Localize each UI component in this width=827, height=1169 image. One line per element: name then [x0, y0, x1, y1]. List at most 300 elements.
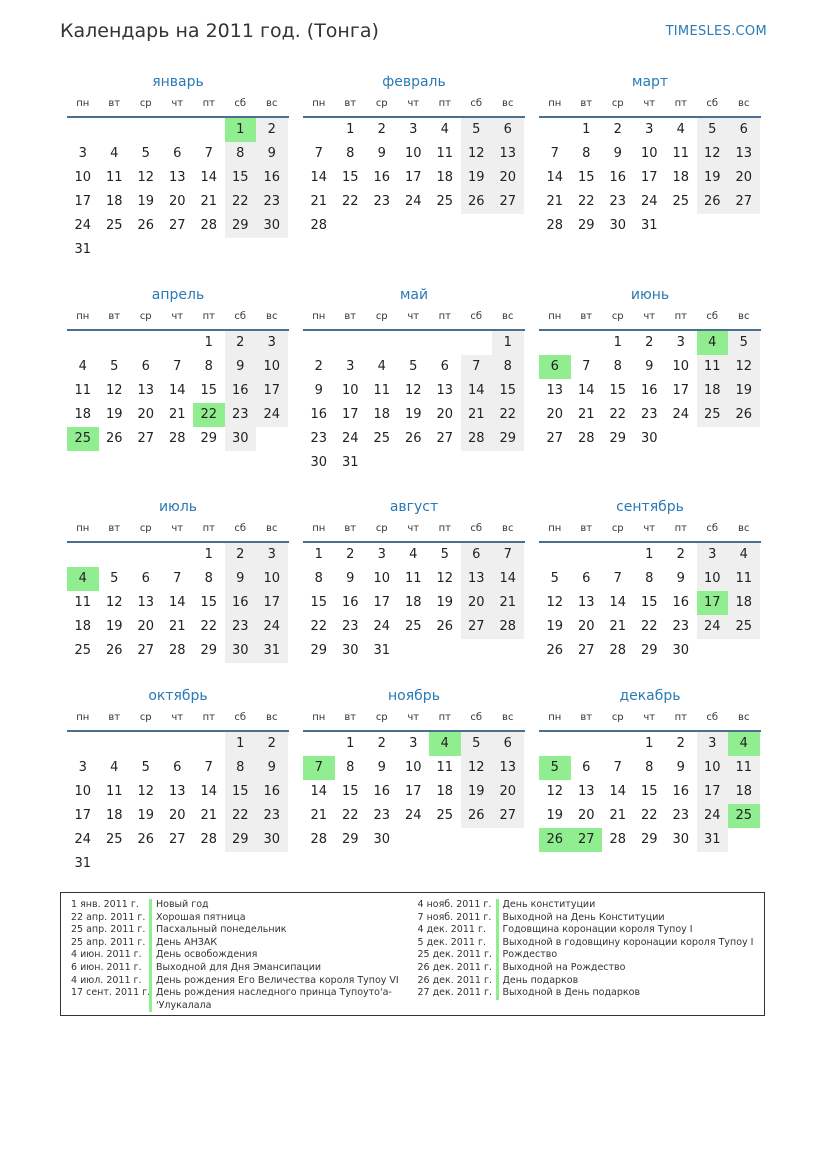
- weekday-label: вт: [580, 523, 593, 534]
- empty-cell: [130, 543, 162, 567]
- day-cell: 3: [697, 732, 729, 756]
- day-cell: 4: [409, 547, 418, 562]
- day-cell: 8: [204, 571, 213, 586]
- weekday-label: пт: [202, 311, 215, 322]
- day-cell: 5: [141, 146, 150, 161]
- empty-cell: [99, 118, 131, 142]
- weekday-label: чт: [171, 311, 184, 322]
- weekday-label: вс: [738, 712, 750, 723]
- weekday-label: сб: [706, 523, 719, 534]
- legend-item: [71, 912, 408, 925]
- day-cell: 17: [256, 379, 288, 403]
- day-cell: 17: [341, 407, 359, 422]
- day-cell: 26: [137, 218, 155, 233]
- day-cell: 13: [492, 756, 524, 780]
- weekday-label: вс: [738, 311, 750, 322]
- day-cell: 31: [341, 455, 359, 470]
- day-cell: 11: [697, 355, 729, 379]
- day-cell: 8: [204, 359, 213, 374]
- day-cell: 3: [256, 331, 288, 355]
- day-cell: 11: [74, 595, 92, 610]
- holiday-day-cell: 1: [225, 118, 257, 142]
- day-cell: 13: [546, 383, 564, 398]
- day-cell: 23: [609, 194, 627, 209]
- day-cell: 16: [373, 170, 391, 185]
- day-cell: 6: [582, 571, 591, 586]
- day-cell: 31: [74, 242, 92, 257]
- weekday-label: пт: [674, 712, 687, 723]
- day-cell: 6: [141, 359, 150, 374]
- day-cell: 10: [74, 784, 92, 799]
- day-cell: 4: [377, 359, 386, 374]
- weekday-label: сб: [470, 712, 483, 723]
- empty-cell: [303, 732, 335, 756]
- day-cell: 15: [310, 595, 328, 610]
- holiday-day-cell: 6: [539, 355, 571, 379]
- weekday-header: [67, 92, 289, 118]
- weekday-label: ср: [375, 311, 388, 322]
- legend-item: [418, 987, 755, 1000]
- day-cell: 26: [137, 832, 155, 847]
- day-cell: 20: [168, 194, 186, 209]
- day-cell: 15: [640, 595, 658, 610]
- weekday-label: вс: [502, 98, 514, 109]
- day-cell: 2: [256, 118, 288, 142]
- days-grid: [303, 331, 525, 475]
- weekday-header: [539, 92, 761, 118]
- day-cell: 4: [728, 543, 760, 567]
- empty-cell: [130, 118, 162, 142]
- holiday-day-cell: 25: [67, 427, 99, 451]
- empty-cell: [461, 331, 493, 355]
- day-cell: 16: [672, 595, 690, 610]
- day-cell: 6: [173, 760, 182, 775]
- day-cell: 25: [697, 403, 729, 427]
- legend-item: [418, 937, 755, 950]
- legend-date: 17 сент. 2011 г.: [71, 987, 151, 999]
- weekday-header: [303, 305, 525, 331]
- day-cell: 8: [582, 146, 591, 161]
- weekday-label: чт: [643, 523, 656, 534]
- day-cell: 29: [577, 218, 595, 233]
- weekday-header: [67, 517, 289, 543]
- day-cell: 28: [609, 832, 627, 847]
- legend-item: [418, 924, 755, 937]
- day-cell: 21: [609, 619, 627, 634]
- month-7: [67, 497, 289, 663]
- day-cell: 23: [256, 804, 288, 828]
- day-cell: 28: [492, 615, 524, 639]
- legend-item: [71, 937, 408, 950]
- day-cell: 14: [200, 784, 218, 799]
- empty-cell: [67, 118, 99, 142]
- day-cell: 8: [645, 571, 654, 586]
- day-cell: 17: [256, 591, 288, 615]
- day-cell: 3: [346, 359, 355, 374]
- month-name: август: [389, 499, 439, 515]
- weekday-label: ср: [611, 523, 624, 534]
- legend-column-right: [418, 899, 755, 1009]
- day-cell: 12: [546, 784, 564, 799]
- day-cell: 12: [137, 784, 155, 799]
- legend-holiday-name: День АНЗАК: [149, 937, 408, 950]
- day-cell: 27: [577, 643, 595, 658]
- day-cell: 16: [672, 784, 690, 799]
- day-cell: 1: [346, 122, 355, 137]
- day-cell: 1: [204, 547, 213, 562]
- day-cell: 20: [492, 166, 524, 190]
- day-cell: 28: [577, 431, 595, 446]
- holiday-day-cell: 26: [539, 828, 571, 852]
- empty-cell: [539, 732, 571, 756]
- day-cell: 27: [436, 431, 454, 446]
- day-cell: 27: [461, 615, 493, 639]
- day-cell: 24: [256, 403, 288, 427]
- day-cell: 7: [204, 146, 213, 161]
- day-cell: 22: [225, 190, 257, 214]
- weekday-label: чт: [643, 98, 656, 109]
- weekday-label: пт: [438, 98, 451, 109]
- weekday-label: пн: [312, 523, 326, 534]
- day-cell: 13: [577, 784, 595, 799]
- day-cell: 16: [310, 407, 328, 422]
- weekday-label: пн: [76, 523, 90, 534]
- day-cell: 22: [492, 403, 524, 427]
- legend-date: 26 дек. 2011 г.: [417, 974, 493, 986]
- legend-date: 5 дек. 2011 г.: [417, 936, 486, 948]
- day-cell: 2: [676, 736, 685, 751]
- day-cell: 9: [225, 567, 257, 591]
- day-cell: 21: [609, 808, 627, 823]
- day-cell: 1: [204, 335, 213, 350]
- day-cell: 25: [672, 194, 690, 209]
- day-cell: 21: [200, 194, 218, 209]
- days-grid: [539, 732, 761, 852]
- day-cell: 11: [404, 571, 422, 586]
- day-cell: 5: [141, 760, 150, 775]
- holiday-day-cell: 27: [571, 828, 603, 852]
- weekday-label: пн: [548, 523, 562, 534]
- day-cell: 31: [640, 218, 658, 233]
- weekday-label: вс: [502, 523, 514, 534]
- day-cell: 19: [404, 407, 422, 422]
- month-name: май: [399, 287, 429, 303]
- day-cell: 9: [346, 571, 355, 586]
- weekday-label: вс: [266, 523, 278, 534]
- day-cell: 8: [225, 142, 257, 166]
- day-cell: 4: [110, 146, 119, 161]
- weekday-label: пн: [76, 98, 90, 109]
- day-cell: 10: [697, 567, 729, 591]
- empty-cell: [366, 331, 398, 355]
- day-cell: 8: [645, 760, 654, 775]
- days-grid: [67, 118, 289, 262]
- day-cell: 28: [168, 643, 186, 658]
- day-cell: 11: [105, 170, 123, 185]
- weekday-label: вт: [108, 712, 121, 723]
- weekday-label: пн: [548, 98, 562, 109]
- day-cell: 9: [377, 760, 386, 775]
- day-cell: 28: [310, 218, 328, 233]
- weekday-label: вт: [108, 98, 121, 109]
- weekday-label: пн: [312, 712, 326, 723]
- weekday-label: ср: [375, 523, 388, 534]
- day-cell: 23: [341, 619, 359, 634]
- empty-cell: [539, 118, 571, 142]
- day-cell: 6: [728, 118, 760, 142]
- legend-holiday-name: Пасхальный понедельник: [149, 924, 408, 937]
- day-cell: 1: [582, 122, 591, 137]
- day-cell: 12: [105, 383, 123, 398]
- day-cell: 14: [168, 383, 186, 398]
- day-cell: 17: [672, 383, 690, 398]
- day-cell: 21: [168, 407, 186, 422]
- day-cell: 30: [310, 455, 328, 470]
- day-cell: 2: [225, 543, 257, 567]
- day-cell: 14: [200, 170, 218, 185]
- days-grid: [67, 543, 289, 663]
- day-cell: 3: [409, 736, 418, 751]
- day-cell: 18: [436, 170, 454, 185]
- day-cell: 6: [492, 118, 524, 142]
- day-cell: 25: [105, 218, 123, 233]
- day-cell: 30: [373, 832, 391, 847]
- empty-cell: [193, 732, 225, 756]
- day-cell: 17: [697, 780, 729, 804]
- weekday-label: сб: [234, 712, 247, 723]
- day-cell: 16: [256, 166, 288, 190]
- weekday-label: ср: [375, 712, 388, 723]
- day-cell: 2: [225, 331, 257, 355]
- day-cell: 10: [404, 146, 422, 161]
- weekday-label: сб: [234, 98, 247, 109]
- day-cell: 8: [613, 359, 622, 374]
- day-cell: 8: [346, 146, 355, 161]
- day-cell: 7: [314, 146, 323, 161]
- day-cell: 12: [137, 170, 155, 185]
- day-cell: 16: [225, 379, 257, 403]
- legend-date: 1 янв. 2011 г.: [71, 899, 139, 910]
- day-cell: 18: [672, 170, 690, 185]
- day-cell: 27: [728, 190, 760, 214]
- day-cell: 23: [310, 431, 328, 446]
- day-cell: 7: [582, 359, 591, 374]
- days-grid: [539, 118, 761, 238]
- day-cell: 5: [409, 359, 418, 374]
- day-cell: 3: [256, 543, 288, 567]
- legend-item: [418, 962, 755, 975]
- weekday-label: ср: [139, 98, 152, 109]
- days-grid: [67, 331, 289, 451]
- day-cell: 21: [310, 194, 328, 209]
- day-cell: 13: [728, 142, 760, 166]
- weekday-header: [303, 517, 525, 543]
- empty-cell: [571, 331, 603, 355]
- weekday-label: пн: [76, 712, 90, 723]
- day-cell: 12: [461, 756, 493, 780]
- day-cell: 21: [492, 591, 524, 615]
- month-name: июль: [158, 499, 198, 515]
- month-name: ноябрь: [388, 688, 440, 704]
- weekday-label: сб: [470, 523, 483, 534]
- day-cell: 23: [672, 619, 690, 634]
- empty-cell: [67, 732, 99, 756]
- day-cell: 17: [404, 170, 422, 185]
- day-cell: 26: [728, 403, 760, 427]
- day-cell: 2: [613, 122, 622, 137]
- weekday-label: вс: [266, 98, 278, 109]
- day-cell: 14: [461, 379, 493, 403]
- legend-holiday-name: Выходной для Дня Эмансипации: [149, 962, 408, 975]
- weekday-label: сб: [234, 311, 247, 322]
- day-cell: 16: [341, 595, 359, 610]
- day-cell: 23: [373, 808, 391, 823]
- day-cell: 15: [225, 780, 257, 804]
- day-cell: 1: [645, 547, 654, 562]
- day-cell: 9: [314, 383, 323, 398]
- legend-item: [418, 949, 755, 962]
- day-cell: 19: [728, 379, 760, 403]
- day-cell: 5: [110, 571, 119, 586]
- weekday-label: вс: [502, 712, 514, 723]
- weekday-label: вт: [108, 311, 121, 322]
- day-cell: 7: [613, 760, 622, 775]
- day-cell: 24: [697, 615, 729, 639]
- legend-holiday-name: День рождения наследного принца Тупоуто'а-'Улукалала: [149, 987, 408, 1012]
- day-cell: 19: [546, 808, 564, 823]
- weekday-label: ср: [375, 98, 388, 109]
- day-cell: 17: [373, 595, 391, 610]
- day-cell: 24: [672, 407, 690, 422]
- day-cell: 19: [105, 619, 123, 634]
- weekday-label: пт: [202, 712, 215, 723]
- weekday-label: вс: [266, 712, 278, 723]
- day-cell: 29: [640, 643, 658, 658]
- day-cell: 6: [582, 760, 591, 775]
- day-cell: 16: [256, 780, 288, 804]
- day-cell: 22: [640, 619, 658, 634]
- day-cell: 22: [200, 619, 218, 634]
- day-cell: 30: [225, 639, 257, 663]
- day-cell: 20: [168, 808, 186, 823]
- day-cell: 11: [105, 784, 123, 799]
- day-cell: 6: [492, 732, 524, 756]
- day-cell: 29: [310, 643, 328, 658]
- day-cell: 8: [346, 760, 355, 775]
- day-cell: 7: [173, 571, 182, 586]
- month-4: [67, 285, 289, 451]
- day-cell: 25: [436, 808, 454, 823]
- day-cell: 13: [577, 595, 595, 610]
- day-cell: 25: [436, 194, 454, 209]
- day-cell: 17: [74, 808, 92, 823]
- legend-date: 22 апр. 2011 г.: [71, 911, 146, 923]
- day-cell: 13: [168, 170, 186, 185]
- day-cell: 30: [341, 643, 359, 658]
- day-cell: 22: [341, 194, 359, 209]
- day-cell: 21: [461, 403, 493, 427]
- legend-holiday-name: Рождество: [496, 949, 755, 962]
- day-cell: 30: [672, 832, 690, 847]
- day-cell: 22: [310, 619, 328, 634]
- weekday-label: ср: [139, 712, 152, 723]
- day-cell: 25: [373, 431, 391, 446]
- day-cell: 14: [577, 383, 595, 398]
- weekday-label: пт: [438, 311, 451, 322]
- weekday-label: вт: [344, 712, 357, 723]
- day-cell: 14: [546, 170, 564, 185]
- day-cell: 10: [373, 571, 391, 586]
- day-cell: 17: [404, 784, 422, 799]
- empty-cell: [539, 331, 571, 355]
- day-cell: 2: [645, 335, 654, 350]
- day-cell: 20: [461, 591, 493, 615]
- day-cell: 15: [341, 170, 359, 185]
- empty-cell: [539, 543, 571, 567]
- weekday-label: сб: [234, 523, 247, 534]
- empty-cell: [571, 543, 603, 567]
- day-cell: 10: [672, 359, 690, 374]
- day-cell: 2: [676, 547, 685, 562]
- site-link[interactable]: TIMESLES.COM: [665, 24, 767, 39]
- weekday-label: пт: [674, 98, 687, 109]
- month-name: сентябрь: [616, 499, 684, 515]
- day-cell: 16: [609, 170, 627, 185]
- day-cell: 18: [728, 591, 760, 615]
- day-cell: 29: [200, 431, 218, 446]
- weekday-label: чт: [643, 712, 656, 723]
- legend-item: [71, 962, 408, 975]
- empty-cell: [398, 331, 430, 355]
- day-cell: 23: [672, 808, 690, 823]
- day-cell: 12: [404, 383, 422, 398]
- day-cell: 7: [461, 355, 493, 379]
- day-cell: 3: [697, 543, 729, 567]
- day-cell: 15: [640, 784, 658, 799]
- day-cell: 15: [609, 383, 627, 398]
- empty-cell: [162, 732, 194, 756]
- day-cell: 10: [256, 567, 288, 591]
- day-cell: 19: [697, 166, 729, 190]
- day-cell: 29: [640, 832, 658, 847]
- day-cell: 24: [373, 619, 391, 634]
- day-cell: 27: [168, 218, 186, 233]
- day-cell: 20: [492, 780, 524, 804]
- legend-item: [71, 949, 408, 962]
- legend-date: 27 дек. 2011 г.: [417, 987, 493, 999]
- empty-cell: [303, 331, 335, 355]
- legend-date: 25 апр. 2011 г.: [71, 924, 146, 936]
- month-1: [67, 72, 289, 262]
- legend-date: 4 дек. 2011 г.: [417, 924, 486, 936]
- holiday-day-cell: 5: [539, 756, 571, 780]
- legend-holiday-name: Выходной в годовщину коронации короля Тупоу I: [496, 937, 755, 950]
- day-cell: 9: [225, 355, 257, 379]
- day-cell: 30: [256, 214, 288, 238]
- day-cell: 27: [137, 431, 155, 446]
- day-cell: 8: [492, 355, 524, 379]
- month-8: [303, 497, 525, 663]
- day-cell: 21: [200, 808, 218, 823]
- day-cell: 21: [546, 194, 564, 209]
- day-cell: 15: [200, 595, 218, 610]
- empty-cell: [571, 732, 603, 756]
- day-cell: 1: [613, 335, 622, 350]
- legend-item: [71, 987, 408, 1012]
- legend-holiday-name: День освобождения: [149, 949, 408, 962]
- day-cell: 31: [256, 639, 288, 663]
- day-cell: 26: [404, 431, 422, 446]
